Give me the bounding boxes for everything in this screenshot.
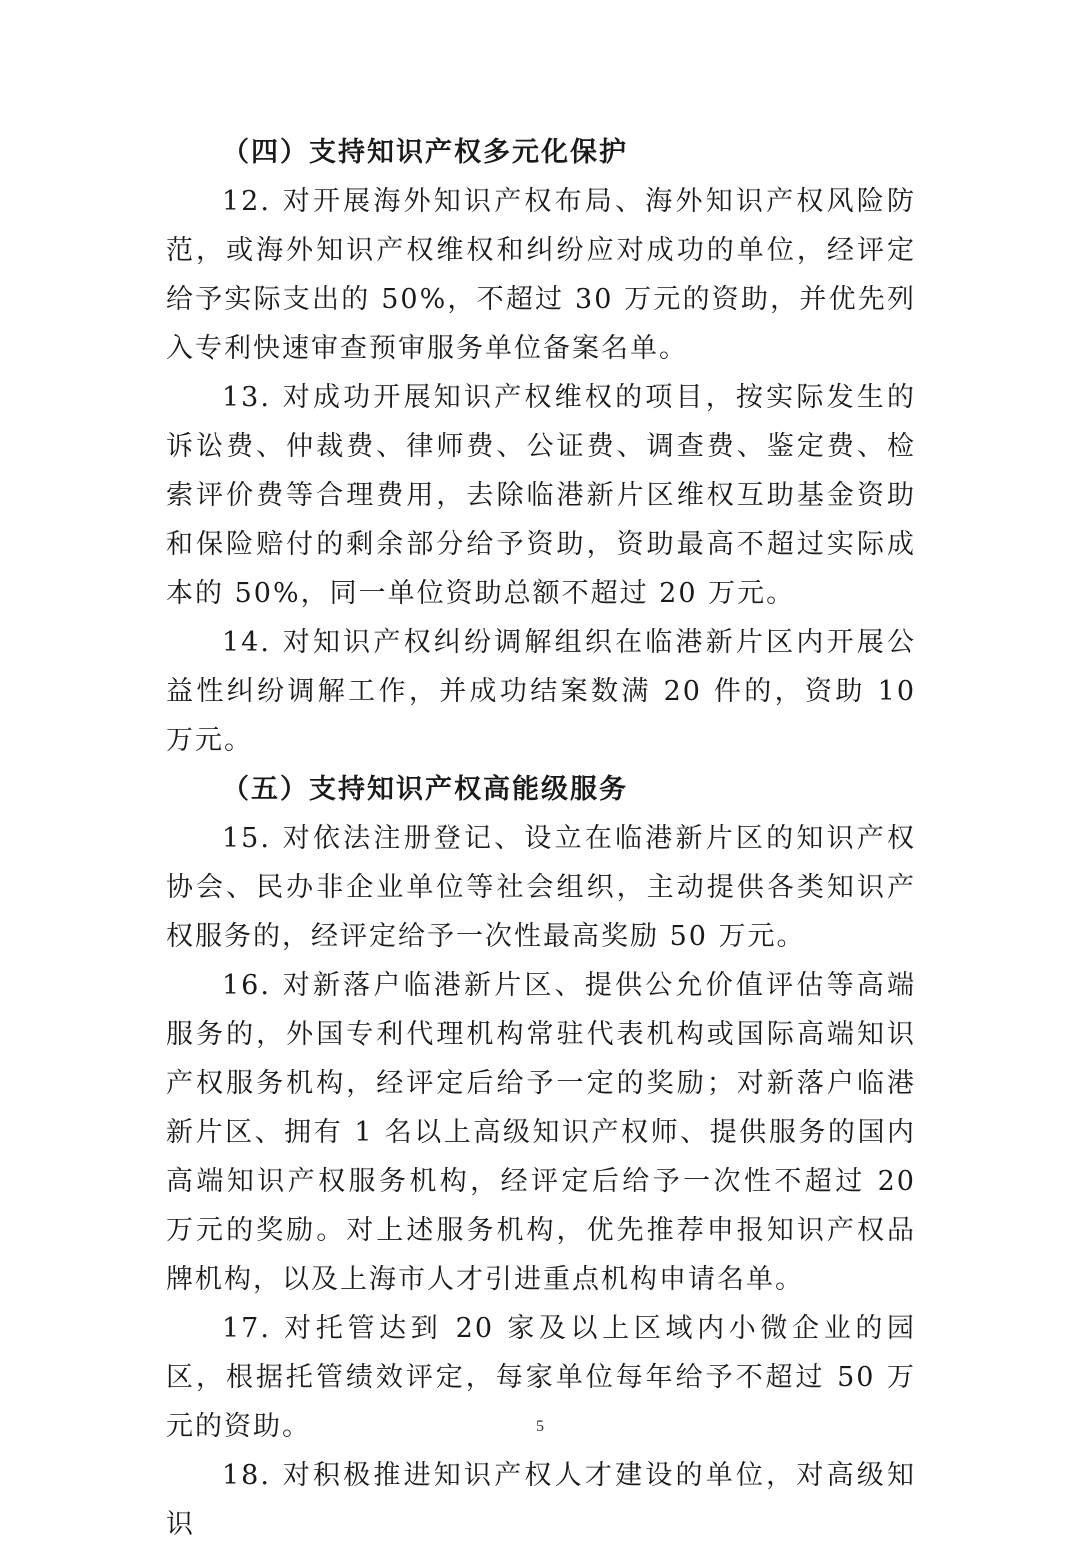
paragraph-12: 12. 对开展海外知识产权布局、海外知识产权风险防范，或海外知识产权维权和纠纷应对成功的单位，经评定给予实际支出的 50%，不超过 30 万元的资助，并优先列入专利快速审查预审服务单位备案名单。 [166, 186, 916, 364]
document-body [166, 128, 916, 1549]
paragraph-18: 18. 对积极推进知识产权人才建设的单位，对高级知识 [166, 1460, 916, 1540]
paragraph-15: 15. 对依法注册登记、设立在临港新片区的知识产权协会、民办非企业单位等社会组织，主动提供各类知识产权服务的，经评定给予一次性最高奖励 50 万元。 [166, 823, 916, 952]
paragraph-13: 13. 对成功开展知识产权维权的项目，按实际发生的诉讼费、仲裁费、律师费、公证费、调查费、鉴定费、检索评价费等合理费用，去除临港新片区维权互助基金资助和保险赔付的剩余部分给予资助，资助最高不超过实际成本的 50%，同一单位资助总额不超过 20 万元。 [166, 382, 916, 609]
section-heading-5: （五）支持知识产权高能级服务 [222, 774, 628, 805]
paragraph-16: 16. 对新落户临港新片区、提供公允价值评估等高端服务的，外国专利代理机构常驻代表机构或国际高端知识产权服务机构，经评定后给予一定的奖励；对新落户临港新片区、拥有 1 名以上高级知识产权师、提供服务的国内高端知识产权服务机构，经评定后给予一次性不超过 20 万元的奖励。对上述服务机构，优先推荐申报知识产权品牌机构，以及上海市人才引进重点机构申请名单。 [166, 970, 916, 1295]
paragraph-14: 14. 对知识产权纠纷调解组织在临港新片区内开展公益性纠纷调解工作，并成功结案数满 20 件的，资助 10 万元。 [166, 627, 916, 756]
page-number: 5 [536, 1418, 544, 1435]
section-heading-4: （四）支持知识产权多元化保护 [222, 137, 628, 168]
paragraph-17: 17. 对托管达到 20 家及以上区域内小微企业的园区，根据托管绩效评定，每家单位每年给予不超过 50 万元的资助。 [166, 1313, 916, 1442]
